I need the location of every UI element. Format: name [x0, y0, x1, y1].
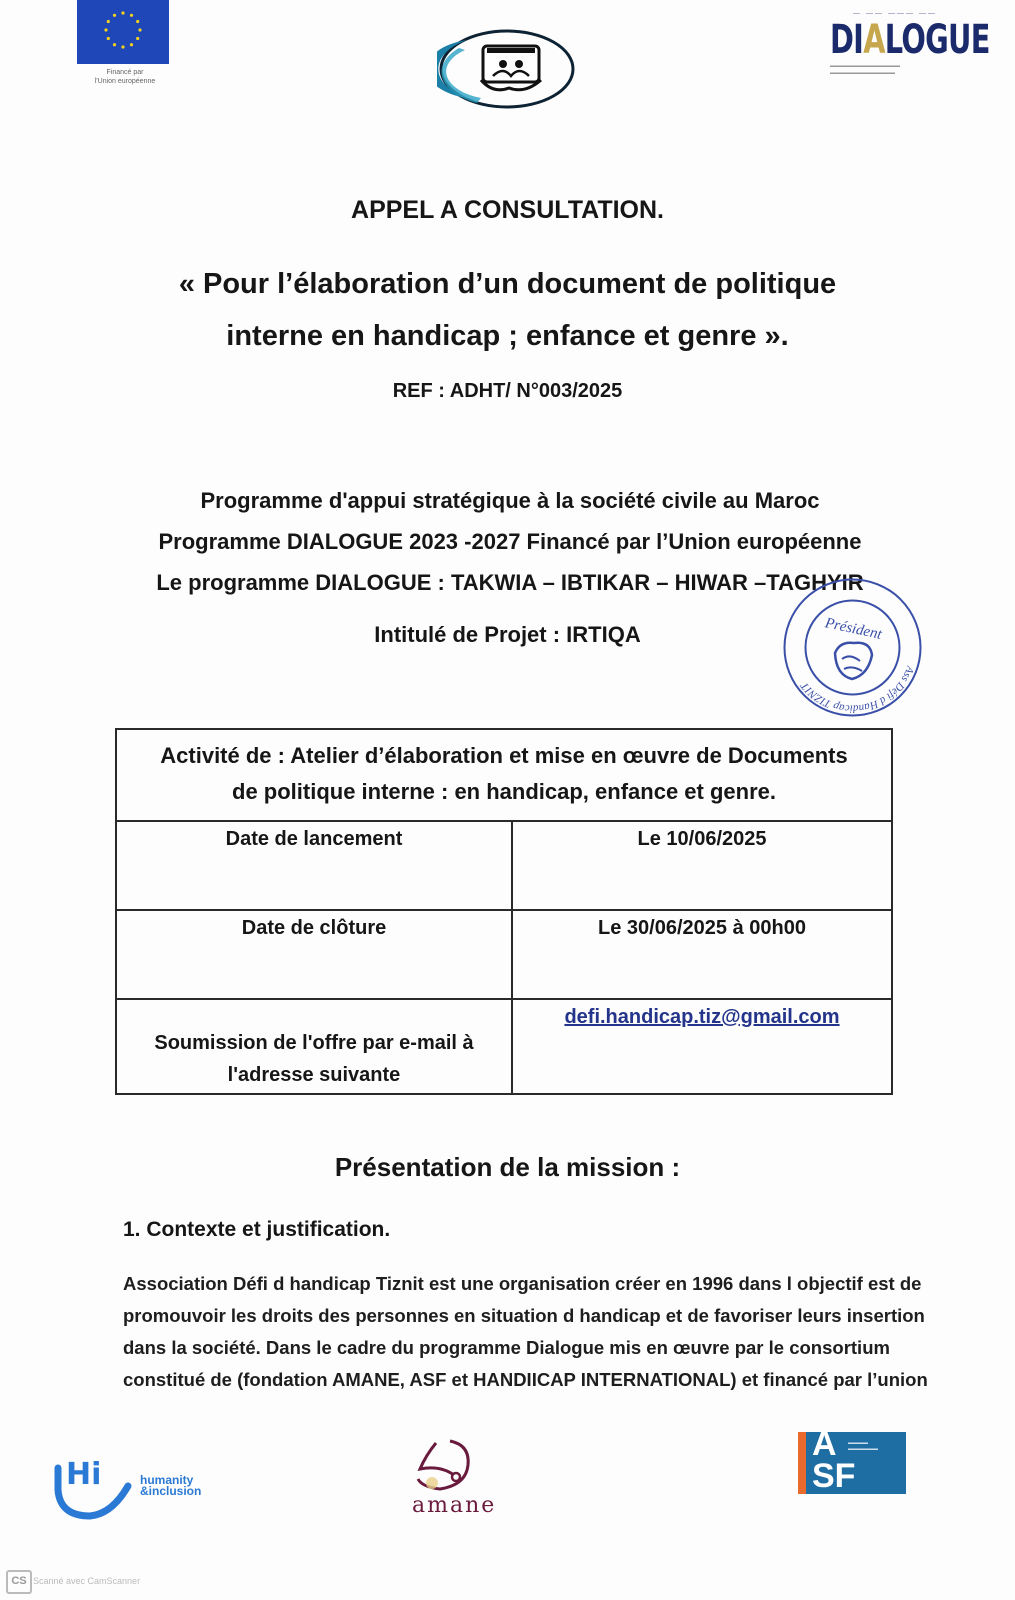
asf-letter-a: A — [812, 1425, 837, 1463]
camscanner-badge-icon: CS — [6, 1570, 32, 1594]
amane-emblem-icon — [410, 1435, 490, 1495]
document-subtitle — [90, 258, 925, 362]
eu-caption — [70, 68, 180, 86]
humanity-inclusion-logo — [52, 1450, 227, 1522]
eu-caption-line1: Financé par — [106, 69, 144, 76]
activity-cell — [116, 729, 892, 821]
table-row-activity — [116, 729, 892, 821]
activity-line2: de politique interne : en handicap, enfance et genre. — [232, 779, 776, 804]
eu-stars-icon — [103, 10, 143, 50]
asf-logo — [798, 1425, 906, 1495]
reference-number: REF : ADHT/ N°003/2025 — [392, 380, 623, 402]
amane-logo — [410, 1435, 525, 1520]
dialogue-subtitle: ▬▬▬▬▬▬▬▬▬▬▬▬▬▬ ▬▬▬▬▬▬▬▬▬▬▬▬▬ — [830, 63, 900, 76]
table-row — [116, 999, 892, 1094]
eu-flag-logo — [77, 0, 169, 64]
table-row — [116, 910, 892, 999]
stamp-ring-text: Ass Défi d Handicap TIZNIT — [798, 664, 917, 715]
hi-hand-icon — [52, 1450, 137, 1522]
hi-mark: Hi — [66, 1457, 102, 1492]
context-paragraph — [123, 1268, 928, 1396]
launch-date-label: Date de lancement — [116, 821, 512, 910]
activity-line1: Activité de : Atelier d’élaboration et mise en œuvre de Documents — [160, 743, 848, 768]
submission-label-line1: Soumission de l'offre par e-mail à — [154, 1032, 474, 1054]
dialogue-word-end: LOGUE — [884, 17, 990, 63]
closing-date-label: Date de clôture — [116, 910, 512, 999]
program-line2: Programme DIALOGUE 2023 -2027 Financé par l’Union européenne — [158, 529, 862, 554]
project-title: Intitulé de Projet : IRTIQA — [374, 622, 641, 647]
program-line1: Programme d'appui stratégique à la société civile au Maroc — [200, 488, 820, 513]
paragraph-line: Association Défi d handicap Tiznit est une organisation créer en 1996 dans l objectif est de — [123, 1273, 922, 1294]
document-title: APPEL A CONSULTATION. — [351, 196, 664, 224]
dialogue-logo — [830, 10, 990, 77]
dialogue-wordmark — [830, 17, 990, 63]
asf-accent-bar — [798, 1432, 806, 1494]
submission-email-link[interactable]: defi.handicap.tiz@gmail.com — [564, 1006, 840, 1028]
submission-label — [116, 999, 512, 1094]
official-stamp — [780, 575, 925, 720]
mission-title: Présentation de la mission : — [334, 1152, 681, 1182]
closing-date-value: Le 30/06/2025 à 00h00 — [512, 910, 892, 999]
subtitle-line2: interne en handicap ; enfance et genre ». — [226, 320, 789, 352]
dialogue-arabic-tagline: — —— ——— —— — [853, 10, 937, 17]
dialogue-word-accent: A — [863, 17, 885, 63]
paragraph-line: promouvoir les droits des personnes en situation d handicap et de favoriser leurs insertion — [123, 1305, 925, 1326]
subtitle-line1: « Pour l’élaboration d’un document de politique — [178, 268, 837, 300]
table-row — [116, 821, 892, 910]
hi-line2: &inclusion — [140, 1484, 202, 1498]
hi-line1: humanity — [140, 1473, 194, 1487]
consultation-info-table — [115, 728, 893, 1095]
submission-email-cell — [512, 999, 892, 1094]
eu-caption-line2: l'Union européenne — [94, 78, 156, 85]
program-line3: Le programme DIALOGUE : TAKWIA – IBTIKAR – HIWAR –TAGHYIR — [156, 570, 864, 595]
section-heading-context: 1. Contexte et justification. — [123, 1218, 391, 1241]
asf-subtitle: ▬▬▬▬ ▬▬▬▬▬▬ — [848, 1440, 878, 1452]
dialogue-word-start: DI — [830, 17, 864, 63]
paragraph-line: dans la société. Dans le cadre du programme Dialogue mis en œuvre par le consortium — [123, 1337, 890, 1358]
paragraph-line: constitué de (fondation AMANE, ASF et HANDIICAP INTERNATIONAL) et financé par l’union — [123, 1369, 928, 1390]
asf-letters — [812, 1425, 856, 1495]
camscanner-watermark: Scanné avec CamScanner — [33, 1576, 141, 1586]
amane-wordmark: amane — [412, 1493, 497, 1518]
launch-date-value: Le 10/06/2025 — [512, 821, 892, 910]
hi-wordmark — [140, 1475, 201, 1497]
association-logo — [437, 28, 577, 110]
submission-label-line2: l'adresse suivante — [227, 1064, 401, 1086]
stamp-center-text: Président — [823, 615, 884, 643]
asf-letters-sf: SF — [812, 1457, 856, 1495]
